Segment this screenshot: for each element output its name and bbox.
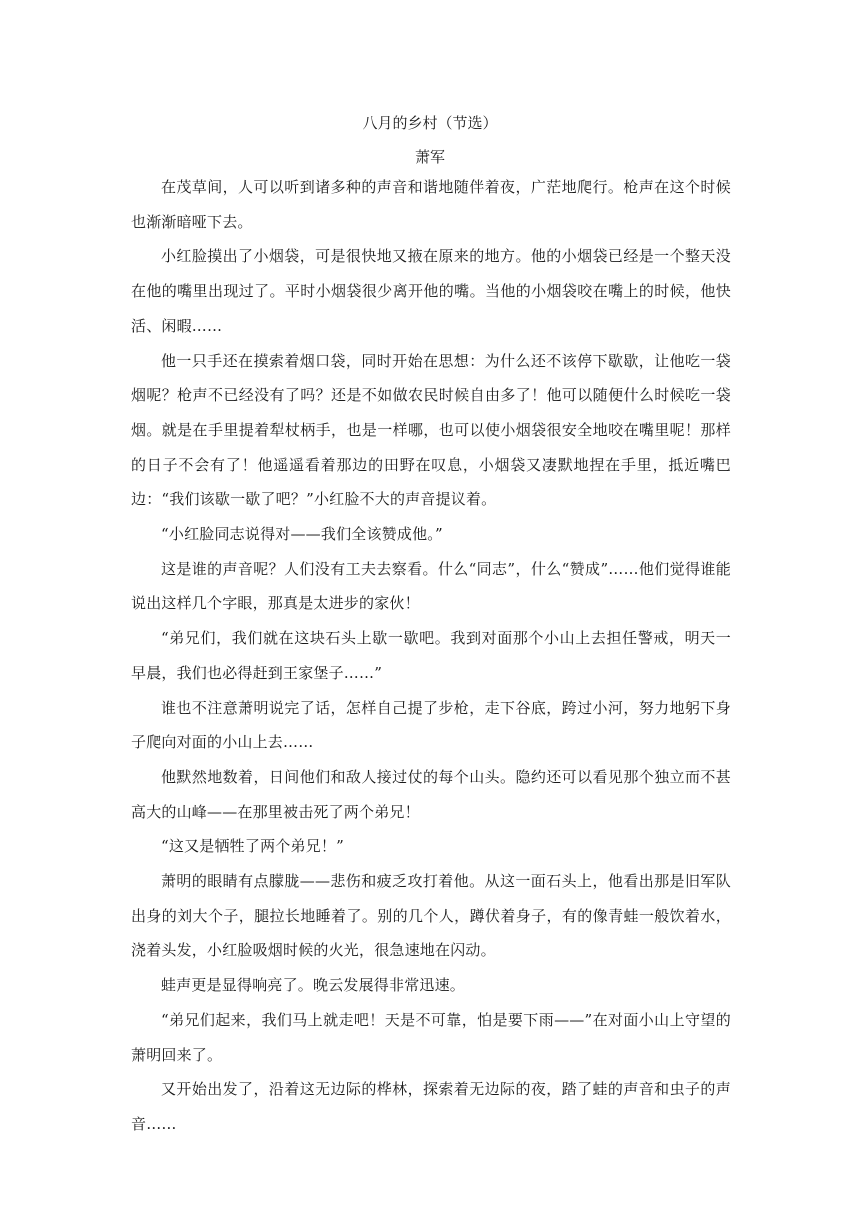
paragraph: “这又是牺牲了两个弟兄！”: [161, 837, 344, 856]
document-title: 八月的乡村（节选）: [362, 114, 498, 132]
paragraph: 小红脸摸出了小烟袋，可是很快地又掖在原来的地方。他的小烟袋已经是一个整天没在他的嘴里出现过了。平时小烟袋很少离开他的嘴。当他的小烟袋咬在嘴上的时候，他快活、闲暇……: [131, 247, 731, 335]
paragraph: 萧明的眼睛有点朦胧——悲伤和疲乏攻打着他。从这一面石头上，他看出那是旧军队出身的刘大个子，腿拉长地睡着了。别的几个人，蹲伏着身子，有的像青蛙一般饮着水，浇着头发，小红脸吸烟时候的火光，很急速地在闪动。: [131, 872, 731, 960]
paragraph: “小红脸同志说得对——我们全该赞成他。”: [161, 525, 443, 544]
paragraph: “弟兄们，我们就在这块石头上歇一歇吧。我到对面那个小山上去担任警戒，明天一早晨，我们也必得赶到王家堡子……”: [131, 629, 731, 682]
paragraph: 这是谁的声音呢？人们没有工夫去察看。什么“同志”，什么“赞成”……他们觉得谁能说出这样几个字眼，那真是太进步的家伙！: [131, 559, 731, 613]
document-author: 萧军: [414, 148, 445, 166]
paragraph: 又开始出发了，沿着这无边际的桦林，探索着无边际的夜，踏了蛙的声音和虫子的声音……: [131, 1080, 731, 1133]
paragraph: 他默然地数着，日间他们和敌人接过仗的每个山头。隐约还可以看见那个独立而不甚高大的山峰——在那里被击死了两个弟兄！: [131, 767, 731, 821]
paragraph: 在茂草间，人可以听到诸多种的声音和谐地随伴着夜，广茫地爬行。枪声在这个时候也渐渐暗哑下去。: [131, 178, 731, 231]
paragraph: 谁也不注意萧明说完了话，怎样自己提了步枪，走下谷底，跨过小河，努力地躬下身子爬向对面的小山上去……: [131, 698, 731, 752]
paragraph: 蛙声更是显得响亮了。晚云发展得非常迅速。: [161, 976, 466, 995]
paragraph: “弟兄们起来，我们马上就走吧！天是不可靠，怕是要下雨——”在对面小山上守望的萧明回来了。: [131, 1010, 731, 1064]
paragraph: 他一只手还在摸索着烟口袋，同时开始在思想：为什么还不该停下歇歇，让他吃一袋烟呢？枪声不已经没有了吗？还是不如做农民时候自由多了！他可以随便什么时候吃一袋烟。就是在手里提着犁杖柄手，也是一样哪，也可以使小烟袋很安全地咬在嘴里呢！那样的日子不会有了！他遥遥看着那边的田野在叹息，小烟袋又凄默地捏在手里，抵近嘴巴边：“我们该歇一歇了吧？”小红脸不大的声音提议着。: [131, 351, 731, 509]
document-body: [131, 170, 731, 1142]
